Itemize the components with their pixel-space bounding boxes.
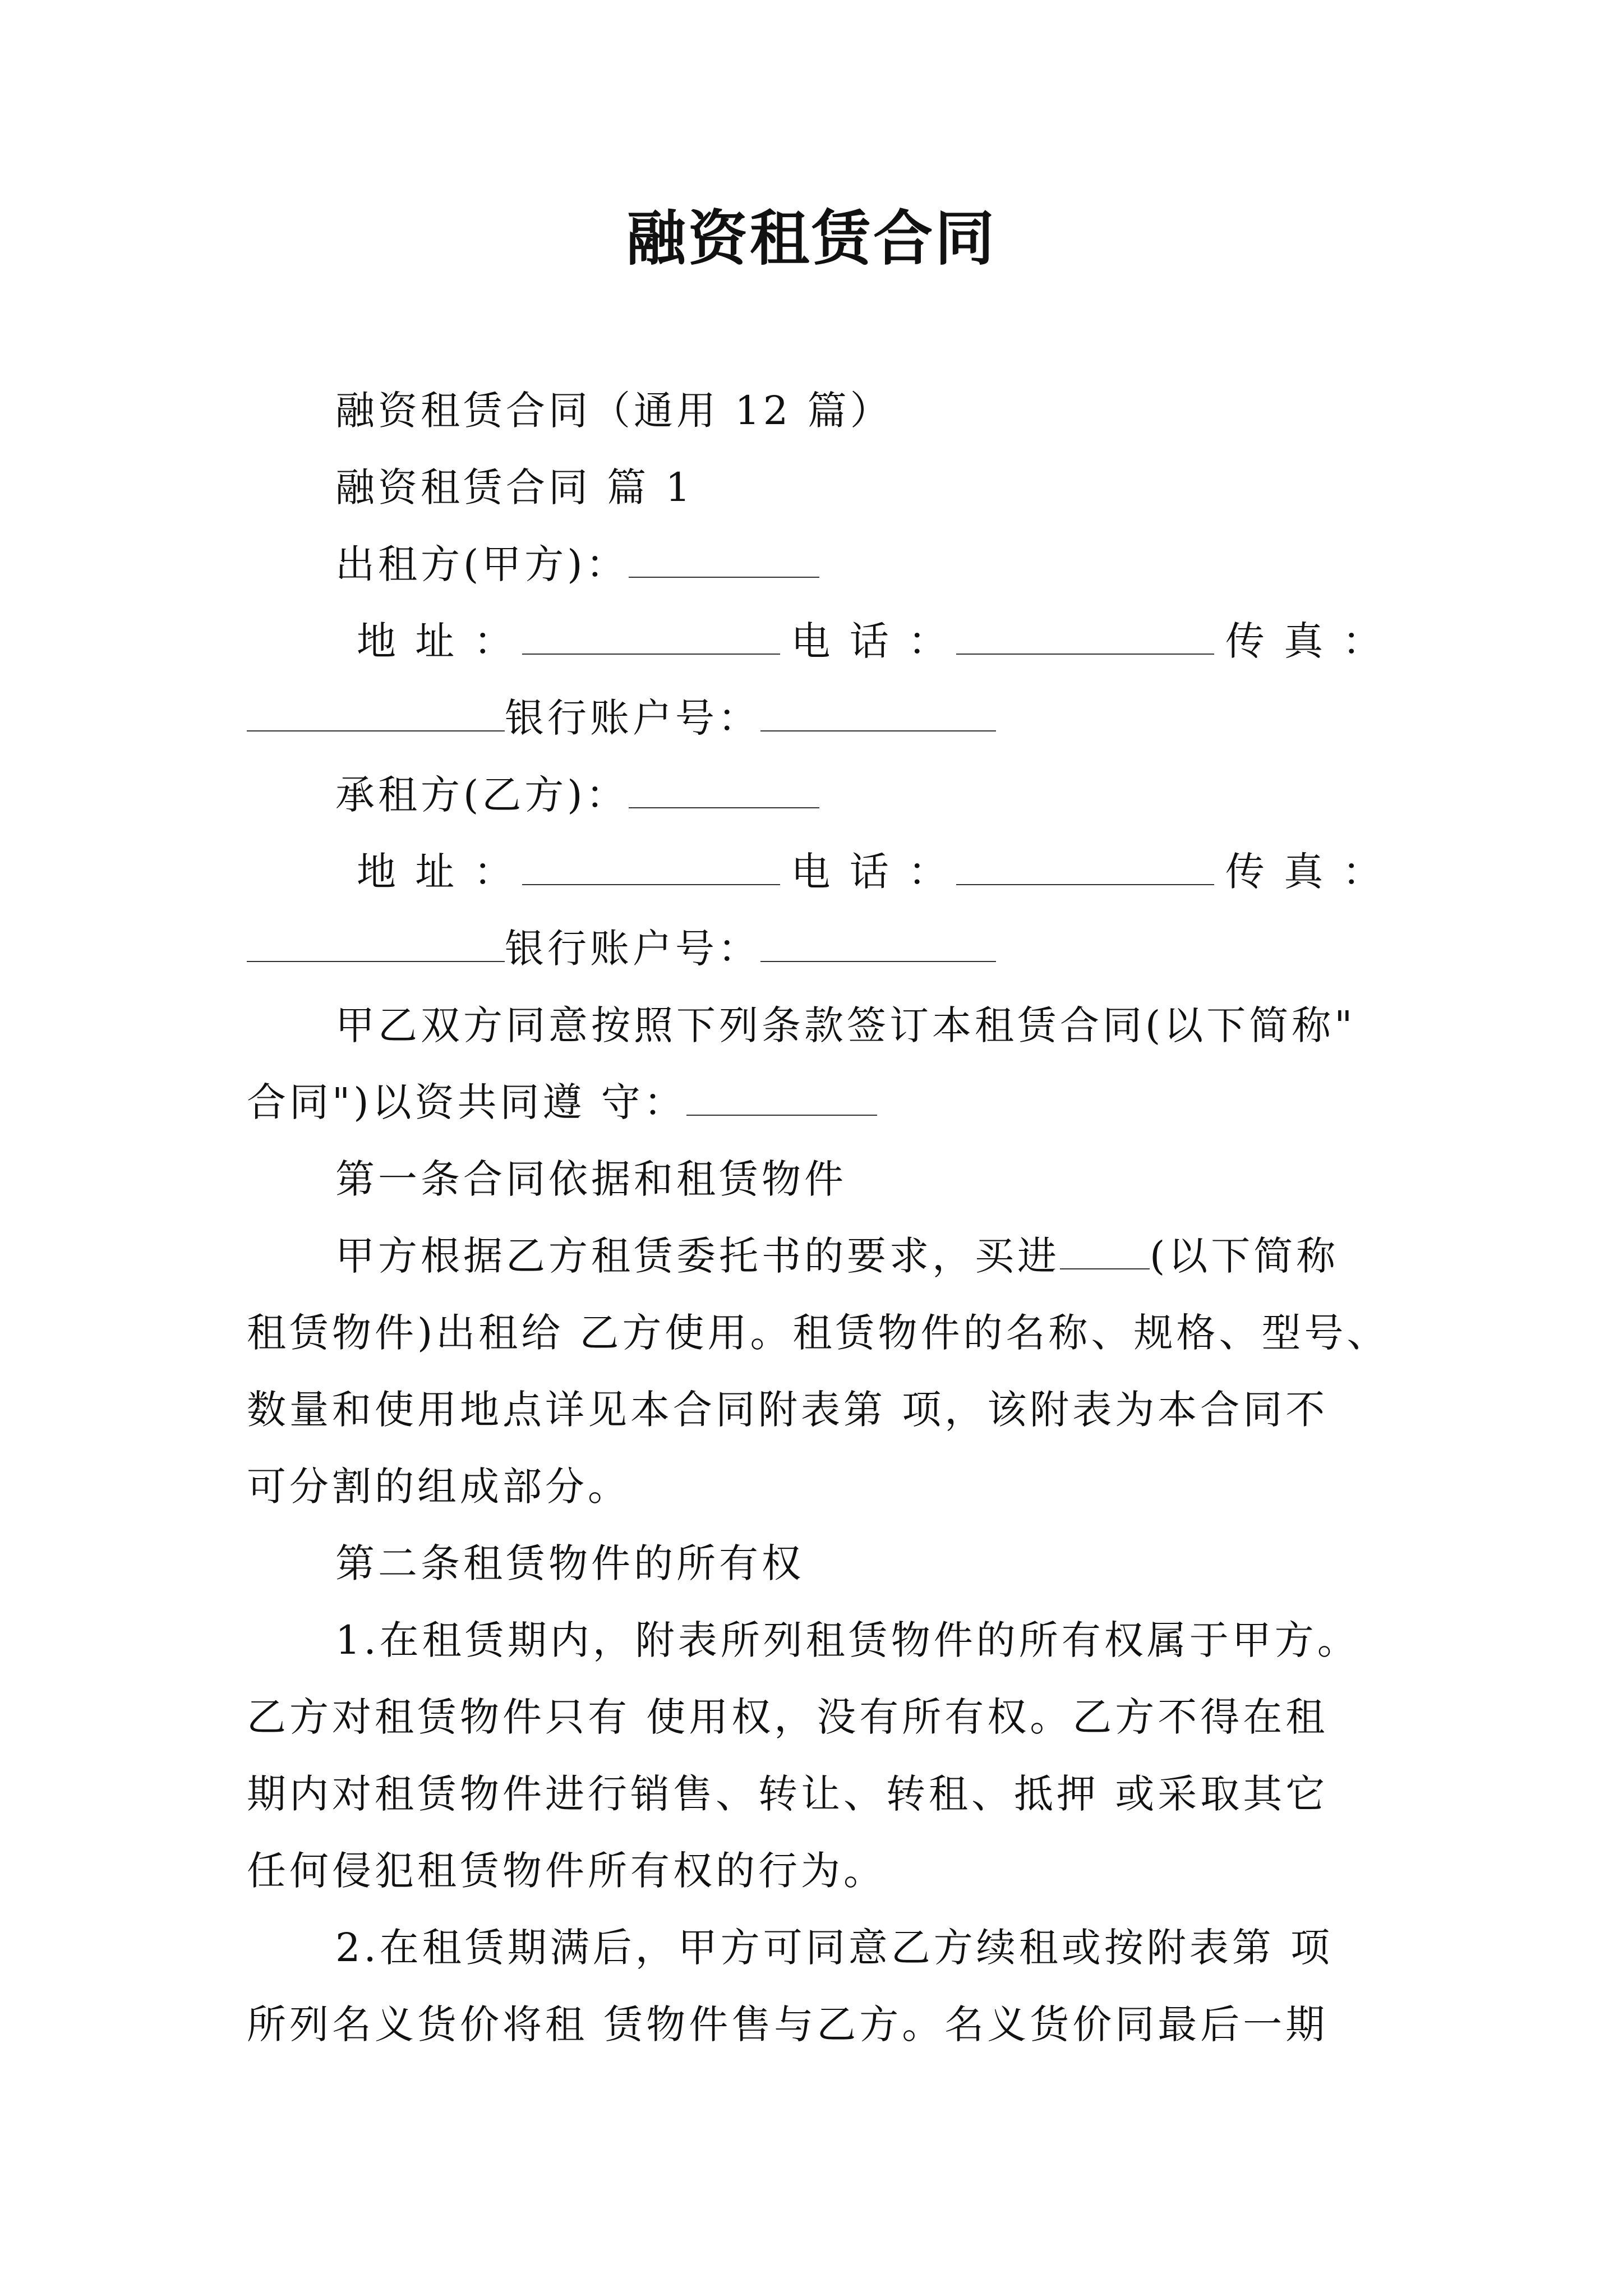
paragraph-line: 可分割的组成部分。	[247, 1464, 630, 1510]
lessor-contact-line	[357, 613, 1385, 669]
paragraph-line: 甲乙双方同意按照下列条款签订本租赁合同(以下简称"	[335, 1002, 1356, 1048]
paragraph-line	[335, 1228, 1339, 1284]
phone-blank	[956, 619, 1214, 655]
blank-field	[686, 1080, 877, 1116]
paragraph-line: 租赁物件)出租给 乙方使用。租赁物件的名称、规格、型号、	[247, 1310, 1390, 1356]
bank-account-label: 银行账户号：	[505, 695, 760, 741]
phone-label: 电 话 ：	[791, 618, 951, 664]
paragraph-text: 甲方根据乙方租赁委托书的要求，买进	[335, 1233, 1060, 1279]
lessor-bank-line	[247, 690, 996, 746]
document-title: 融资租赁合同	[626, 203, 997, 273]
paragraph-line: 数量和使用地点详见本合同附表第 项，该附表为本合同不	[247, 1387, 1329, 1433]
paragraph-line: 所列名义货价将租 赁物件售与乙方。名义货价同最后一期	[247, 2001, 1329, 2047]
article-heading: 第一条合同依据和租赁物件	[335, 1156, 847, 1202]
article-heading: 第二条租赁物件的所有权	[335, 1540, 804, 1586]
paragraph-line: 期内对租赁物件进行销售、转让、转租、抵押 或采取其它	[247, 1771, 1329, 1817]
bank-account-blank	[760, 926, 996, 962]
section-heading: 融资租赁合同 篇 1	[335, 464, 694, 510]
lessee-name-blank	[629, 772, 819, 808]
paragraph-line: 2.在租赁期满后，甲方可同意乙方续租或按附表第 项	[335, 1925, 1334, 1971]
fax-blank	[247, 696, 505, 731]
fax-blank	[247, 926, 505, 962]
paragraph-line	[247, 1074, 877, 1130]
lessee-bank-line	[247, 921, 996, 977]
bank-account-blank	[760, 696, 996, 731]
phone-blank	[956, 849, 1214, 885]
lessee-line	[335, 767, 819, 823]
lessor-label: 出租方(甲方)：	[335, 541, 629, 587]
paragraph-line: 乙方对租赁物件只有 使用权，没有所有权。乙方不得在租	[247, 1694, 1329, 1740]
fax-label: 传 真 ：	[1225, 849, 1385, 895]
blank-field	[1060, 1234, 1150, 1269]
phone-label: 电 话 ：	[791, 849, 951, 895]
lessor-line	[335, 536, 819, 592]
address-blank	[522, 849, 780, 885]
address-label: 地 址 ：	[357, 849, 517, 895]
paragraph-text: (以下简称	[1150, 1233, 1339, 1279]
lessor-name-blank	[629, 542, 819, 578]
paragraph-text: 合同")以资共同遵 守：	[247, 1079, 686, 1125]
paragraph-line: 任何侵犯租赁物件所有权的行为。	[247, 1848, 886, 1894]
document-subtitle: 融资租赁合同（通用 12 篇）	[335, 388, 893, 434]
address-label: 地 址 ：	[357, 618, 517, 664]
paragraph-line: 1.在租赁期内，附表所列租赁物件的所有权属于甲方。	[335, 1617, 1360, 1663]
lessee-label: 承租方(乙方)：	[335, 772, 629, 818]
address-blank	[522, 619, 780, 655]
lessee-contact-line	[357, 844, 1385, 900]
fax-label: 传 真 ：	[1225, 618, 1385, 664]
bank-account-label: 银行账户号：	[505, 926, 760, 972]
